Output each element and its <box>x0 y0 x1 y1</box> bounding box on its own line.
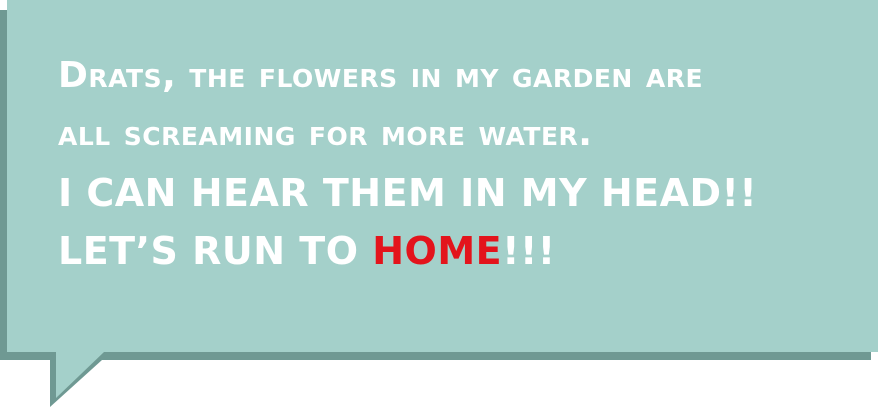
home-highlight: HOME <box>372 229 503 273</box>
message-line-2: all screaming for more water. <box>58 113 593 154</box>
message-line-4-prefix: LET’S RUN TO <box>58 229 373 273</box>
message-line-4-suffix: !!! <box>502 229 556 273</box>
message-line-3: I CAN HEAR THEM IN MY HEAD!! <box>58 171 758 215</box>
message-line-4 <box>58 229 556 290</box>
message-line-1: Drats, the flowers in my garden are <box>58 55 704 96</box>
